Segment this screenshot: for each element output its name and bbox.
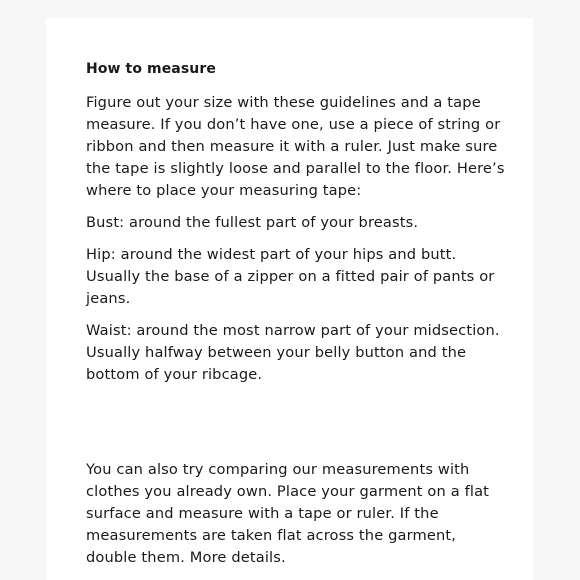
- compare-paragraph: You can also try comparing our measurements with clothes you already own. Place your garment on a flat surface and measure with a tape or ruler. If the measurements are taken flat across the garment, double them. More details.: [86, 461, 490, 566]
- intro-paragraph: Figure out your size with these guidelines and a tape measure. If you don’t have one, use a piece of string or ribbon and then measure it with a ruler. Just make sure the tape is slightly loose and parallel to the floor. Here’s where to place your measuring tape:: [86, 94, 505, 199]
- hip-paragraph: Hip: around the widest part of your hips and butt. Usually the base of a zipper on a fitted pair of pants or jeans.: [86, 246, 495, 307]
- how-to-measure-section: [86, 60, 506, 579]
- section-heading: How to measure: [86, 61, 216, 77]
- bust-paragraph: Bust: around the fullest part of your breasts.: [86, 214, 419, 231]
- waist-paragraph: Waist: around the most narrow part of your midsection. Usually halfway between your belly button and the bottom of your ribcage.: [86, 322, 500, 383]
- size-guide-panel: [46, 18, 533, 580]
